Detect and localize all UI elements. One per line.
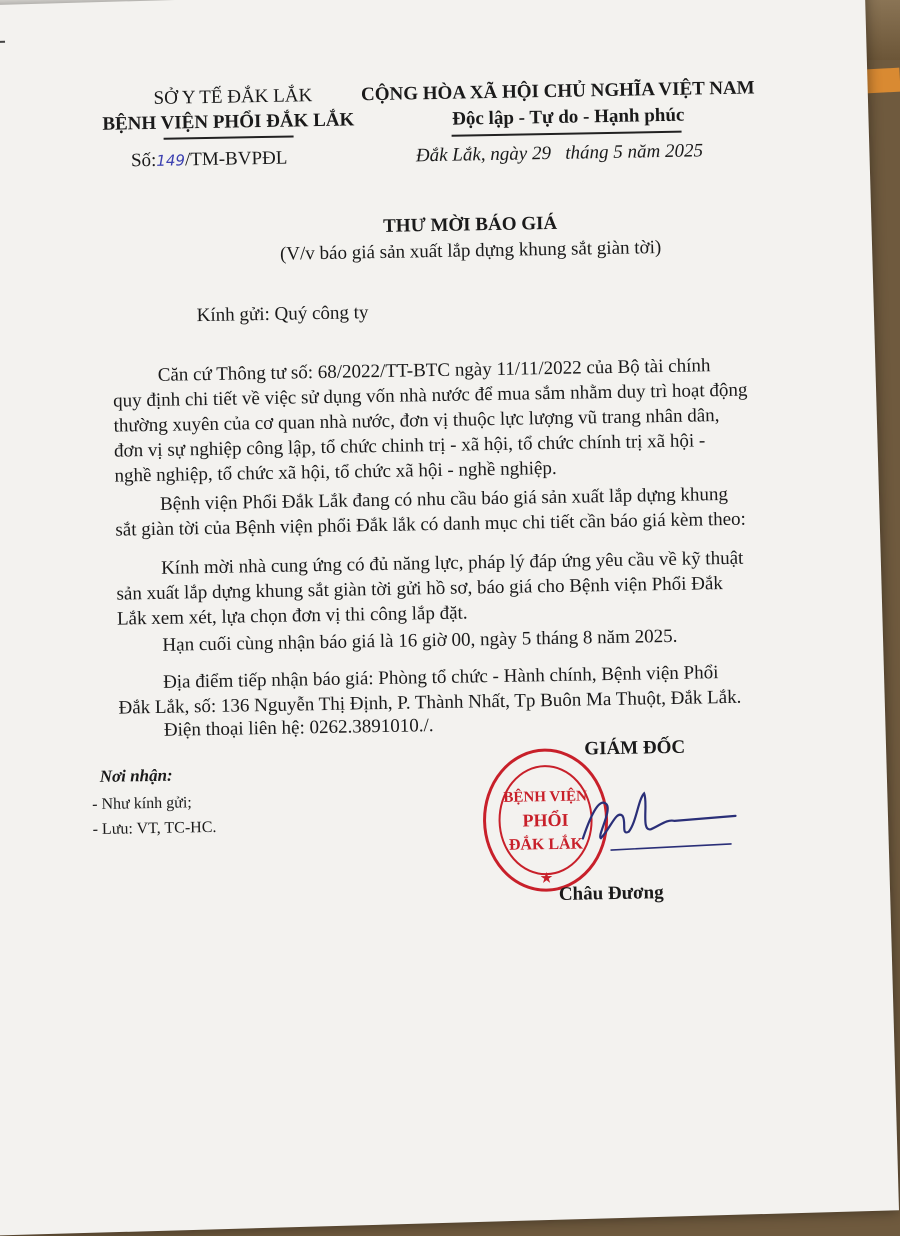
paragraph-line: Căn cứ Thông tư số: 68/2022/TT-BTC ngày 11/11/2022 của Bộ tài chính xyxy=(157,355,711,386)
receiving-location xyxy=(118,659,799,721)
deadline: Hạn cuối cùng nhận báo giá là 16 giờ 00, ngày 5 tháng 8 năm 2025. xyxy=(162,625,678,656)
paragraph-line: đơn vị sự nghiệp công lập, tổ chức chinh trị - xã hội, tổ chức chính trị xã hội - xyxy=(113,430,706,462)
paragraph-line: Đắk Lắk, số: 136 Nguyễn Thị Định, P. Thành Nhất, Tp Buôn Ma Thuột, Đắk Lắk. xyxy=(118,686,742,719)
signatory-position: GIÁM ĐỐC xyxy=(584,736,686,760)
number-prefix: Số: xyxy=(130,149,157,172)
seal-line3: ĐẮK LẮK xyxy=(508,835,584,854)
motto-underline xyxy=(452,131,682,137)
paragraph-line: Kính mời nhà cung ứng có đủ năng lực, pháp lý đáp ứng yêu cầu về kỹ thuật xyxy=(160,547,744,579)
recipient-item: - Như kính gửi; xyxy=(92,794,192,814)
hospital-name: BỆNH VIỆN PHỔI ĐẮK LẮK xyxy=(102,109,355,135)
number-suffix: /TM-BVPĐL xyxy=(184,147,288,171)
recipients-heading: Nơi nhận: xyxy=(99,765,173,786)
paragraph-line: nghề nghiệp, tổ chức xã hội, tổ chức xã hội - nghề nghiệp. xyxy=(114,457,557,487)
paragraph-line: thường xuyên của cơ quan nhà nước, đơn vị thuộc lực lượng vũ trang nhân dân, xyxy=(113,405,720,437)
paragraph-line: quy định chi tiết về việc sử dụng vốn nhà nước để mua sắm nhằm duy trì hoạt động xyxy=(112,379,748,412)
department-name: SỞ Y TẾ ĐẮK LẮK xyxy=(153,85,313,109)
paragraph-line: sản xuất lắp dựng khung sắt giàn tời gửi hồ sơ, báo giá cho Bệnh viện Phổi Đắk xyxy=(116,573,724,605)
paragraph-invitation xyxy=(116,545,797,632)
hospital-underline xyxy=(164,135,294,139)
paragraph-legal-basis xyxy=(113,352,795,489)
contact-phone: Điện thoại liên hệ: 0262.3891010./. xyxy=(163,715,434,741)
handwritten-signature xyxy=(570,778,741,861)
paragraph-line: sắt giàn tời của Bệnh viện phổi Đắk lắk có danh mục chi tiết cần báo giá kèm theo: xyxy=(115,508,747,541)
seal-star-icon: ★ xyxy=(540,870,553,886)
paragraph-line: Địa điểm tiếp nhận báo giá: Phòng tổ chức - Hành chính, Bệnh viện Phổi xyxy=(162,662,719,693)
document-number xyxy=(131,148,288,173)
document-date: Đắk Lắk, ngày 29 tháng 5 năm 2025 xyxy=(415,140,704,167)
paragraph-need xyxy=(115,481,796,543)
seal-line1: BỆNH VIỆN xyxy=(503,788,588,806)
country-name: CỘNG HÒA XÃ HỘI CHỦ NGHĨA VIỆT NAM xyxy=(360,77,755,106)
letter-subtitle: (V/v báo giá sản xuất lắp dựng khung sắt giàn tời) xyxy=(279,237,662,265)
signatory-name: Châu Đương xyxy=(558,882,664,905)
letter-title: THƯ MỜI BÁO GIÁ xyxy=(382,212,558,237)
paragraph-line: Bệnh viện Phổi Đắk Lắk đang có nhu cầu báo giá sản xuất lắp dựng khung xyxy=(159,483,729,515)
recipient-item: - Lưu: VT, TC-HC. xyxy=(92,818,217,839)
handwritten-number: 149 xyxy=(156,151,186,170)
paragraph-line: Lắk xem xét, lựa chọn đơn vị thi công lắp đặt. xyxy=(116,602,468,630)
national-motto: Độc lập - Tự do - Hạnh phúc xyxy=(452,104,685,130)
greeting: Kính gửi: Quý công ty xyxy=(196,302,369,327)
seal-line2: PHỔI xyxy=(522,809,569,831)
